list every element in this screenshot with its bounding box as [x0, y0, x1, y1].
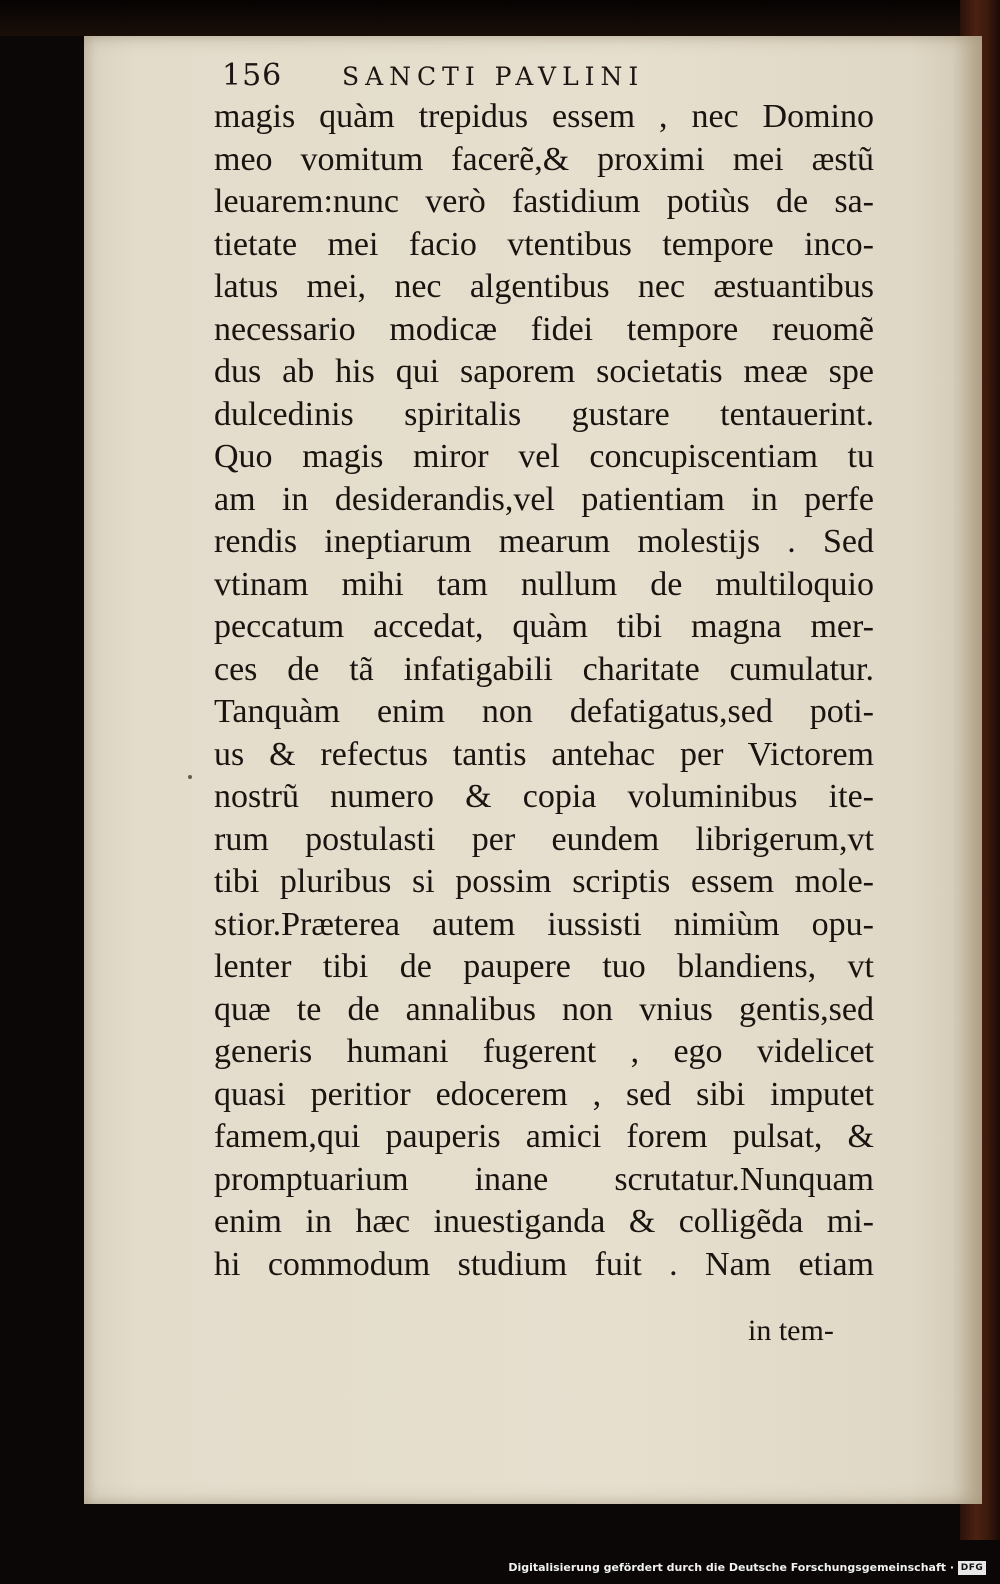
text-line: tietate mei facio vtentibus tempore inco- [214, 225, 874, 263]
text-line: leuarem:nunc verò fastidium potiùs de sa- [214, 183, 874, 220]
text-line: promptuarium inane scrutatur.Nunquam [214, 1160, 874, 1198]
text-line: ces de tã infatigabili charitate cumulatur. [214, 650, 874, 688]
margin-mark [188, 775, 192, 779]
text-line: latus mei, nec algentibus nec æstuantibus [214, 268, 874, 305]
text-line: us & refectus tantis antehac per Victorem [214, 735, 874, 773]
text-line: rendis ineptiarum mearum molestijs . Sed [214, 523, 874, 560]
text-line: quasi peritior edocerem , sed sibi imputet [214, 1075, 874, 1113]
text-line: meo vomitum facerẽ,& proximi mei æstũ [214, 140, 874, 178]
text-line: enim in hæc inuestiganda & colligẽda mi- [214, 1203, 874, 1240]
text-line: magis quàm trepidus essem , nec Domino [214, 98, 874, 135]
text-line: nostrũ numero & copia voluminibus ite- [214, 778, 874, 815]
body-text [214, 96, 874, 1286]
text-line: peccatum accedat, quàm tibi magna mer- [214, 608, 874, 645]
book-top-edge [0, 0, 1000, 36]
text-line: am in desiderandis,vel patientiam in perfe [214, 480, 874, 518]
footer-bar [0, 1554, 1000, 1584]
catchword: in tem- [748, 1314, 834, 1347]
text-line: hi commodum studium fuit . Nam etiam [214, 1245, 874, 1283]
text-line: necessario modicæ fidei tempore reuomẽ [214, 310, 874, 348]
text-line: stior.Præterea autem iussisti nimiùm opu- [214, 905, 874, 943]
page-header [222, 58, 862, 98]
text-line: dus ab his qui saporem societatis meæ spe [214, 353, 874, 390]
text-line: vtinam mihi tam nullum de multiloquio [214, 565, 874, 603]
text-line: lenter tibi de paupere tuo blandiens, vt [214, 948, 874, 985]
text-line: famem,qui pauperis amici forem pulsat, & [214, 1118, 874, 1155]
text-line: rum postulasti per eundem librigerum,vt [214, 820, 874, 858]
page-number: 156 [222, 58, 283, 93]
funding-credit: Digitalisierung gefördert durch die Deutsche Forschungsgemeinschaft · [508, 1561, 954, 1574]
running-head: SANCTI PAVLINI [342, 62, 645, 91]
text-line: dulcedinis spiritalis gustare tentauerint. [214, 395, 874, 433]
text-line: generis humani fugerent , ego videlicet [214, 1033, 874, 1070]
text-line: tibi pluribus si possim scriptis essem mole- [214, 863, 874, 900]
page-gutter-shadow [952, 36, 982, 1504]
dfg-logo-icon: DFG [958, 1561, 986, 1575]
text-line: quæ te de annalibus non vnius gentis,sed [214, 990, 874, 1028]
text-line: Quo magis miror vel concupiscentiam tu [214, 438, 874, 475]
text-line: Tanquàm enim non defatigatus,sed poti- [214, 693, 874, 730]
